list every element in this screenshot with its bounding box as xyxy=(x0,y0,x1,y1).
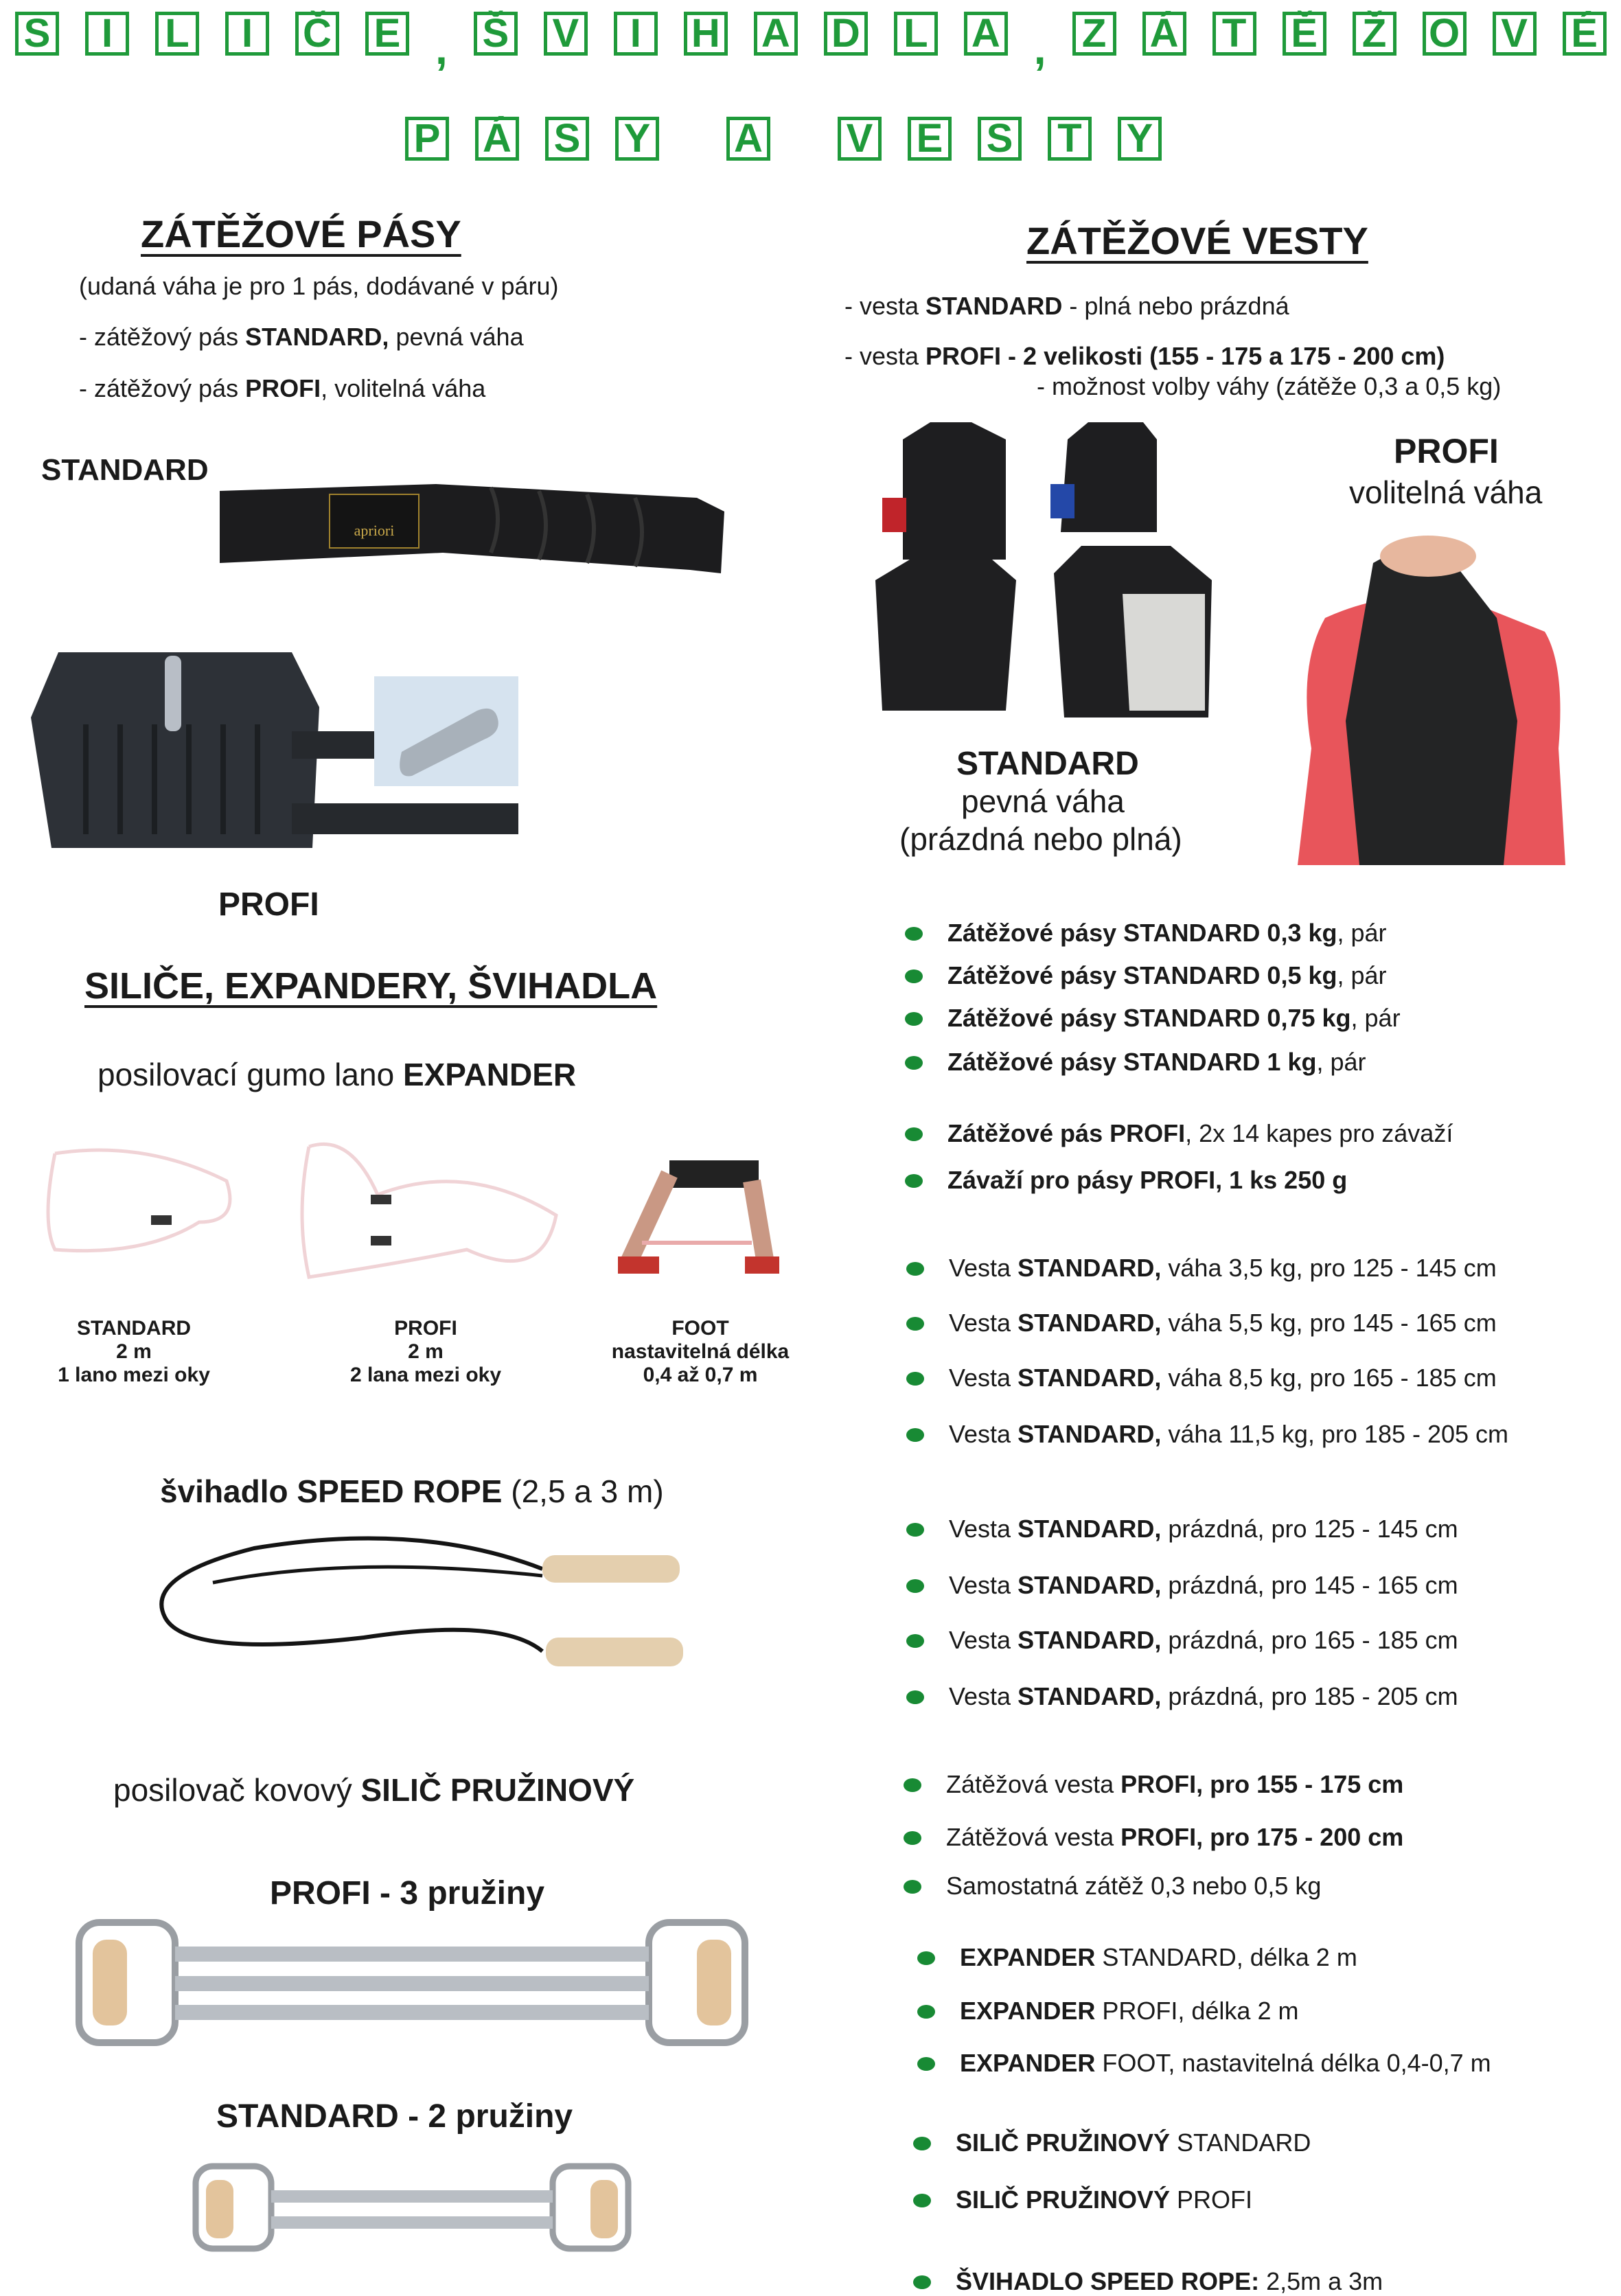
list-item xyxy=(960,1943,1357,1972)
expander-profi-caption: PROFI 2 m 2 lana mezi oky xyxy=(349,1317,502,1386)
pasy-line-2: - zátěžový pás PROFI, volitelná váha xyxy=(79,374,486,402)
list-bullet xyxy=(906,1634,924,1648)
silice-heading: SILIČE, EXPANDERY, ŠVIHADLA xyxy=(84,965,658,1007)
title-letter: S xyxy=(15,12,59,56)
title-letter: S xyxy=(545,117,589,161)
list-item-bold: EXPANDER xyxy=(960,1997,1096,2025)
list-item xyxy=(956,2128,1311,2157)
pasy-profi-label: PROFI xyxy=(218,886,319,923)
list-bullet xyxy=(904,1831,921,1845)
vesty-heading: ZÁTĚŽOVÉ VESTY xyxy=(1026,219,1368,262)
list-item-text: váha 11,5 kg, pro 185 - 205 cm xyxy=(1161,1420,1509,1448)
list-item-prefix: Vesta xyxy=(949,1571,1018,1599)
list-bullet xyxy=(905,969,923,983)
silic-standard-label: STANDARD - 2 pružiny xyxy=(216,2098,573,2135)
title-letter: E xyxy=(908,117,952,161)
list-bullet xyxy=(905,1174,923,1188)
title-letter: I xyxy=(614,12,658,56)
list-item-bold: EXPANDER xyxy=(960,2049,1096,2077)
list-item-text: PROFI, délka 2 m xyxy=(1095,1997,1299,2025)
title-comma: , xyxy=(435,24,448,73)
title-letter: O xyxy=(1423,12,1467,56)
title-letter: A xyxy=(726,117,770,161)
vesty-line-1: - vesta STANDARD - plná nebo prázdná xyxy=(844,292,1289,320)
title-line-2 xyxy=(405,117,1188,161)
list-item-bold: STANDARD, xyxy=(1018,1309,1162,1337)
silic-standard-image xyxy=(196,2163,628,2252)
list-bullet xyxy=(913,2275,931,2289)
title-letter: P xyxy=(405,117,449,161)
title-letter: L xyxy=(155,12,199,56)
list-item-bold: STANDARD, xyxy=(1018,1420,1162,1448)
expander-foot-caption: FOOT nastavitelná délka 0,4 až 0,7 m xyxy=(611,1317,790,1386)
list-item-prefix: Vesta xyxy=(949,1420,1018,1448)
list-item-prefix: Zátěžová vesta xyxy=(946,1823,1121,1851)
list-item xyxy=(960,2049,1491,2078)
title-letter: V xyxy=(838,117,882,161)
expander-profi-image xyxy=(295,1133,563,1291)
list-item-prefix: Vesta xyxy=(949,1515,1018,1543)
vesty-line-3: - možnost volby váhy (zátěže 0,3 a 0,5 kg) xyxy=(1037,372,1502,400)
list-item xyxy=(949,1626,1458,1655)
title-letter: Č xyxy=(295,12,339,56)
list-item xyxy=(947,1048,1366,1077)
list-item-bold: Zátěžové pás PROFI xyxy=(947,1119,1186,1147)
list-item-bold: PROFI, pro 175 - 200 cm xyxy=(1120,1823,1404,1851)
list-item-bold: Závaží pro pásy PROFI, 1 ks 250 g xyxy=(947,1166,1348,1194)
list-item xyxy=(949,1254,1497,1283)
list-item xyxy=(949,1571,1458,1600)
list-item-prefix: Vesta xyxy=(949,1309,1018,1337)
list-item-text: prázdná, pro 145 - 165 cm xyxy=(1161,1571,1458,1599)
title-letter: Y xyxy=(615,117,659,161)
list-item xyxy=(949,1515,1458,1543)
silic-profi-image xyxy=(79,1909,745,2046)
list-item xyxy=(956,2185,1252,2214)
title-letter: Ž xyxy=(1353,12,1396,56)
vest-profi-label: PROFI xyxy=(1394,432,1499,470)
list-bullet xyxy=(904,1778,921,1792)
list-item-bold: STANDARD, xyxy=(1018,1626,1162,1654)
title-letter: Á xyxy=(1142,12,1186,56)
list-item xyxy=(949,1309,1497,1338)
list-bullet xyxy=(917,2057,935,2071)
list-item-bold: Zátěžové pásy STANDARD 0,75 kg xyxy=(947,1004,1351,1032)
list-bullet xyxy=(906,1428,924,1442)
list-item-bold: SILIČ PRUŽINOVÝ xyxy=(956,2185,1171,2214)
list-item xyxy=(949,1682,1458,1711)
title-letter: É xyxy=(1563,12,1607,56)
list-item-bold: STANDARD, xyxy=(1018,1571,1162,1599)
list-item-text: FOOT, nastavitelná délka 0,4-0,7 m xyxy=(1095,2049,1491,2077)
list-item-bold: SILIČ PRUŽINOVÝ xyxy=(956,2128,1171,2157)
title-letter: A xyxy=(964,12,1008,56)
list-item-text: , pár xyxy=(1316,1048,1366,1076)
list-item xyxy=(946,1770,1403,1799)
list-item xyxy=(949,1420,1508,1449)
title-line-1 xyxy=(15,8,1621,73)
list-item-text: váha 8,5 kg, pro 165 - 185 cm xyxy=(1161,1364,1497,1392)
title-letter: S xyxy=(978,117,1022,161)
list-bullet xyxy=(917,1951,935,1965)
vest-standard-sub-2: (prázdná nebo plná) xyxy=(899,821,1182,857)
list-bullet xyxy=(913,2194,931,2207)
list-item-bold: EXPANDER xyxy=(960,1943,1096,1971)
list-item-prefix: Vesta xyxy=(949,1364,1018,1392)
list-item-bold: STANDARD, xyxy=(1018,1254,1162,1282)
title-letter: V xyxy=(1493,12,1537,56)
list-item xyxy=(960,1997,1298,2025)
rope-heading: švihadlo SPEED ROPE (2,5 a 3 m) xyxy=(160,1473,664,1509)
title-letter: H xyxy=(684,12,728,56)
silic-heading: posilovač kovový SILIČ PRUŽINOVÝ xyxy=(113,1772,635,1808)
list-item-text: 2,5m a 3m xyxy=(1259,2267,1383,2295)
list-item xyxy=(947,1004,1401,1033)
list-item-bold: Zátěžové pásy STANDARD 1 kg xyxy=(947,1048,1317,1076)
title-comma: , xyxy=(1033,24,1046,73)
pasy-heading: ZÁTĚŽOVÉ PÁSY xyxy=(141,212,461,255)
title-letter: D xyxy=(824,12,868,56)
speed-rope-image xyxy=(144,1535,693,1672)
title-letter: Z xyxy=(1072,12,1116,56)
list-item-prefix: Zátěžová vesta xyxy=(946,1770,1121,1798)
vesty-line-2: - vesta PROFI - 2 velikosti (155 - 175 a 175 - 200 cm) xyxy=(844,342,1445,370)
pasy-standard-label: STANDARD xyxy=(41,453,209,487)
title-letter: Á xyxy=(475,117,519,161)
list-item xyxy=(956,2267,1383,2296)
title-letter: E xyxy=(365,12,409,56)
silic-profi-label: PROFI - 3 pružiny xyxy=(270,1875,545,1912)
title-letter: I xyxy=(85,12,129,56)
pasy-note: (udaná váha je pro 1 pás, dodávané v páru) xyxy=(79,272,559,300)
expander-standard-image xyxy=(41,1140,240,1277)
weight-insert-image xyxy=(374,676,518,786)
list-item xyxy=(947,1166,1347,1195)
title-letter: L xyxy=(894,12,938,56)
list-item-text: , 2x 14 kapes pro závaží xyxy=(1185,1119,1453,1147)
list-bullet xyxy=(913,2137,931,2150)
list-item-text: prázdná, pro 185 - 205 cm xyxy=(1161,1682,1458,1710)
title-letter: T xyxy=(1048,117,1092,161)
belt-brand-text: apriori xyxy=(354,522,395,539)
expander-heading: posilovací gumo lano EXPANDER xyxy=(97,1057,577,1092)
list-item-text: váha 3,5 kg, pro 125 - 145 cm xyxy=(1161,1254,1497,1282)
list-item-text: STANDARD, délka 2 m xyxy=(1095,1943,1357,1971)
list-bullet xyxy=(905,1056,923,1070)
list-item-bold: Zátěžové pásy STANDARD 0,5 kg xyxy=(947,961,1337,989)
list-item xyxy=(946,1872,1321,1901)
list-bullet xyxy=(905,1127,923,1141)
list-item-bold: ŠVIHADLO SPEED ROPE: xyxy=(956,2267,1260,2295)
pasy-line-1: - zátěžový pás STANDARD, pevná váha xyxy=(79,323,524,351)
profi-vest-person-image xyxy=(1270,542,1613,865)
vest-standard-label: STANDARD xyxy=(956,746,1139,782)
expander-standard-caption: STANDARD 2 m 1 lano mezi oky xyxy=(58,1317,210,1386)
list-bullet xyxy=(917,2005,935,2019)
list-bullet xyxy=(906,1262,924,1276)
vest-standard-sub-1: pevná váha xyxy=(961,783,1125,819)
list-item-text: STANDARD xyxy=(1170,2128,1311,2157)
list-item-prefix: Vesta xyxy=(949,1254,1018,1282)
list-bullet xyxy=(905,1012,923,1026)
list-item-text: prázdná, pro 125 - 145 cm xyxy=(1161,1515,1458,1543)
vest-profi-sub: volitelná váha xyxy=(1349,474,1543,510)
standard-belt-image xyxy=(216,450,738,587)
list-item-bold: STANDARD, xyxy=(1018,1364,1162,1392)
list-bullet xyxy=(905,927,923,941)
list-item xyxy=(947,919,1387,948)
list-item-text: váha 5,5 kg, pro 145 - 165 cm xyxy=(1161,1309,1497,1337)
title-letter: Ě xyxy=(1283,12,1326,56)
title-letter: Š xyxy=(474,12,518,56)
list-item-text: prázdná, pro 165 - 185 cm xyxy=(1161,1626,1458,1654)
list-item-bold: STANDARD, xyxy=(1018,1682,1162,1710)
list-item xyxy=(949,1364,1497,1392)
list-item-prefix: Vesta xyxy=(949,1682,1018,1710)
list-item-bold: PROFI, pro 155 - 175 cm xyxy=(1120,1770,1404,1798)
title-letter: Y xyxy=(1118,117,1162,161)
list-item-prefix: Vesta xyxy=(949,1626,1018,1654)
title-letter: A xyxy=(754,12,798,56)
list-item-bold: STANDARD, xyxy=(1018,1515,1162,1543)
list-bullet xyxy=(906,1579,924,1593)
list-item-text: PROFI xyxy=(1170,2185,1253,2214)
list-item-text: , pár xyxy=(1337,961,1387,989)
title-letter: T xyxy=(1212,12,1256,56)
title-letter: I xyxy=(225,12,269,56)
standard-vests-image xyxy=(869,422,1226,724)
title-letter: V xyxy=(544,12,588,56)
list-item xyxy=(946,1823,1403,1852)
expander-foot-image xyxy=(614,1160,779,1284)
list-item xyxy=(947,1119,1453,1148)
list-item-prefix: Samostatná zátěž 0,3 nebo 0,5 kg xyxy=(946,1872,1322,1900)
list-bullet xyxy=(906,1523,924,1537)
list-bullet xyxy=(906,1690,924,1704)
list-item xyxy=(947,961,1387,990)
list-bullet xyxy=(904,1880,921,1894)
list-item-bold: Zátěžové pásy STANDARD 0,3 kg xyxy=(947,919,1337,947)
list-bullet xyxy=(906,1372,924,1386)
list-item-text: , pár xyxy=(1350,1004,1401,1032)
list-bullet xyxy=(906,1317,924,1331)
list-item-text: , pár xyxy=(1337,919,1387,947)
